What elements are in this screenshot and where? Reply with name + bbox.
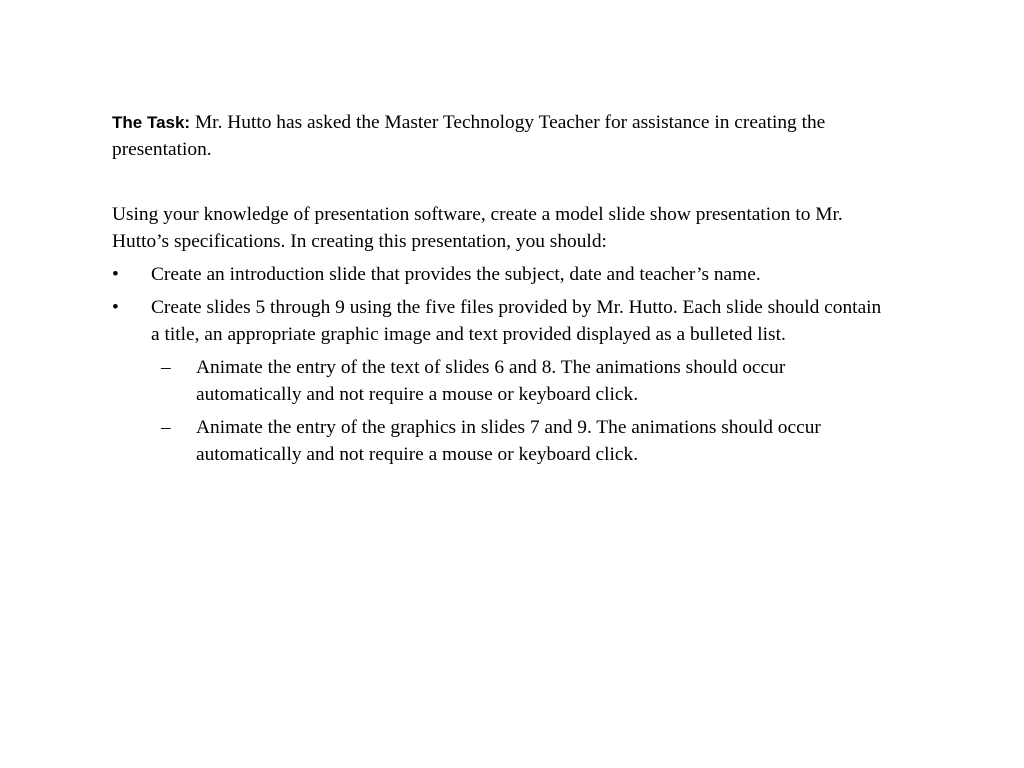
task-text: Mr. Hutto has asked the Master Technology Teacher for assistance in creating the presentation. [112,112,826,160]
sub-bullet-text: Animate the entry of the graphics in slides 7 and 9. The animations should occur automatically and not require a mouse or keyboard click. [196,417,821,465]
task-label: The Task: [112,113,191,132]
sub-bullet-list [151,354,892,468]
slide-content [112,109,892,468]
bullet-item [112,294,892,468]
sub-bullet-item [151,354,892,408]
bullet-text: Create slides 5 through 9 using the five files provided by Mr. Hutto. Each slide should contain a title, an appropriate graphic image and text provided displayed as a bulleted list. [151,297,882,345]
bullet-marker: • [112,264,119,285]
sub-bullet-marker: – [161,417,171,438]
bullet-item [112,261,892,288]
bullet-marker: • [112,297,119,318]
intro-paragraph: Using your knowledge of presentation software, create a model slide show presentation to Mr. Hutto’s specifications. In creating this presentation, you should: [112,204,843,252]
sub-bullet-text: Animate the entry of the text of slides 6 and 8. The animations should occur automatically and not require a mouse or keyboard click. [196,357,786,405]
task-paragraph [112,109,892,163]
bullet-text: Create an introduction slide that provides the subject, date and teacher’s name. [151,264,761,285]
sub-bullet-marker: – [161,357,171,378]
sub-bullet-item [151,414,892,468]
bullet-list [112,261,892,468]
